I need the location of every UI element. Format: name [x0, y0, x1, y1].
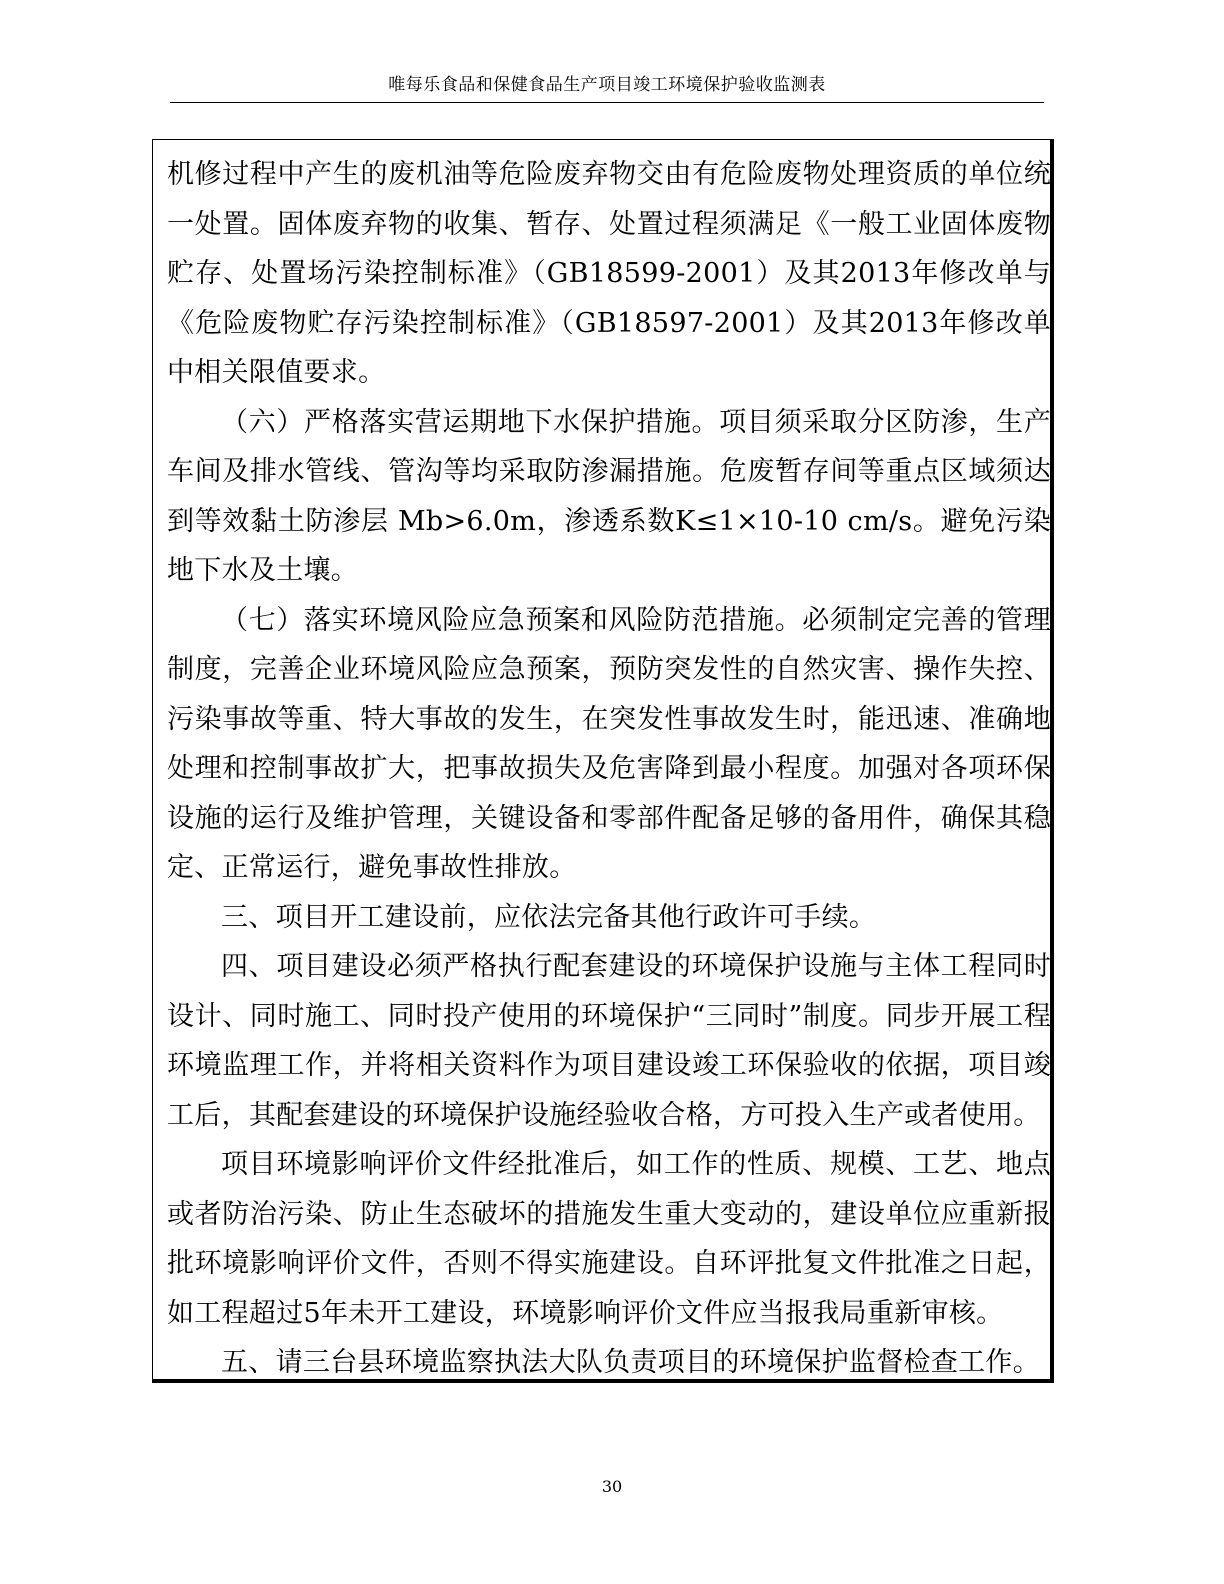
page-header-title: 唯每乐食品和保健食品生产项目竣工环境保护验收监测表 [388, 75, 826, 95]
paragraph-three-simultaneous: 四、项目建设必须严格执行配套建设的环境保护设施与主体工程同时设计、同时施工、同时投产使用的环境保护“三同时”制度。同步开展工程环境监理工作，并将相关资料作为项目建设竣工环保验收的依据，项目竣工后，其配套建设的环境保护设施经验收合格，方可投入生产或者使用。 [167, 951, 1051, 1131]
paragraph-eia-changes: 项目环境影响评价文件经批准后，如工作的性质、规模、工艺、地点或者防治污染、防止生态破坏的措施发生重大变动的，建设单位应重新报批环境影响评价文件，否则不得实施建设。自环评批复文件批准之日起，如工程超过5年未开工建设，环境影响评价文件应当报我局重新审核。 [167, 1149, 1051, 1329]
paragraph-environmental-risk: （七）落实环境风险应急预案和风险防范措施。必须制定完善的管理制度，完善企业环境风险应急预案，预防突发性的自然灾害、操作失控、污染事故等重、特大事故的发生，在突发性事故发生时，能迅速、准确地处理和控制事故扩大，把事故损失及危害降到最小程度。加强对各项环保设施的运行及维护管理，关键设备和零部件配备足够的备用件，确保其稳定、正常运行，避免事故性排放。 [167, 604, 1051, 883]
page-number: 30 [601, 1477, 623, 1496]
header-divider [170, 102, 1044, 103]
paragraph-solid-waste-continued: 机修过程中产生的废机油等危险废弃物交由有危险废物处理资质的单位统一处置。固体废弃物的收集、暂存、处置过程须满足《一般工业固体废物贮存、处置场污染控制标准》（GB18599-2001）及其2013年修改单与《危险废物贮存污染控制标准》（GB18597-2001）及其2013年修改单中相关限值要求。 [167, 159, 1051, 388]
paragraph-supervision: 五、请三台县环境监察执法大队负责项目的环境保护监督检查工作。 [221, 1347, 1040, 1378]
paragraph-administrative-permits: 三、项目开工建设前，应依法完备其他行政许可手续。 [221, 901, 877, 933]
paragraph-groundwater-protection: （六）严格落实营运期地下水保护措施。项目须采取分区防渗，生产车间及排水管线、管沟等均采取防渗漏措施。危废暂存间等重点区域须达到等效黏土防渗层 Mb>6.0m，渗透系数K≤1×10-10 cm/s。避免污染地下水及土壤。 [167, 406, 1051, 586]
content-frame [152, 139, 1054, 1383]
body-text [167, 150, 1051, 1388]
